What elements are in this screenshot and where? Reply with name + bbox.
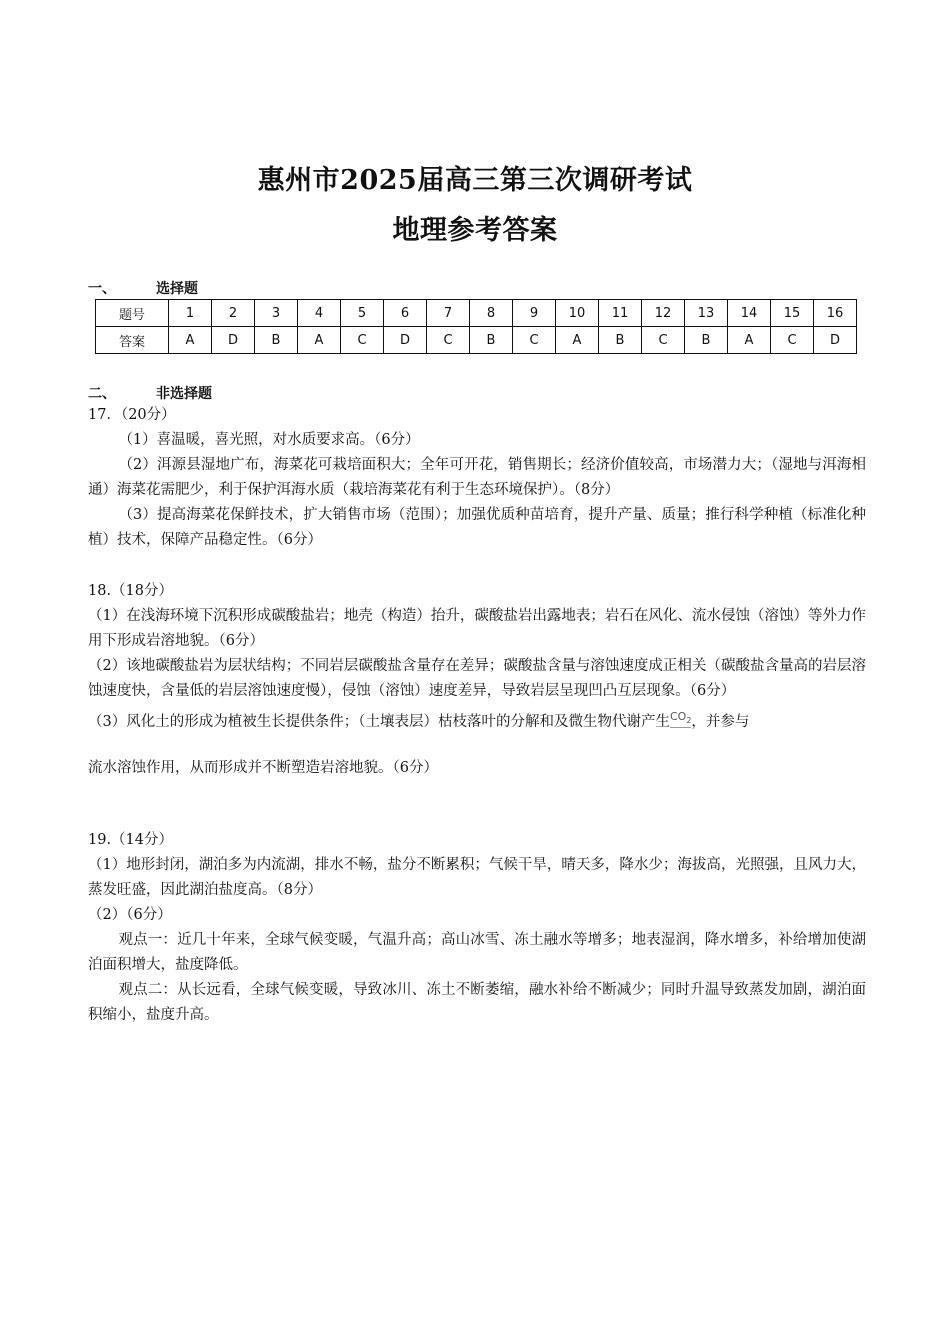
question-number-cell: 8 <box>470 300 513 327</box>
answer-cell: B <box>255 327 298 354</box>
answer-cell: C <box>427 327 470 354</box>
question-number-cell: 4 <box>298 300 341 327</box>
co2-formula-image <box>670 711 691 728</box>
document-title: 惠州市2025届高三第三次调研考试 <box>257 165 693 196</box>
answer-cell: C <box>513 327 556 354</box>
question-number-cell: 15 <box>771 300 814 327</box>
document-subtitle: 地理参考答案 <box>392 215 558 246</box>
question-number-cell: 14 <box>728 300 771 327</box>
question-number-cell: 10 <box>556 300 599 327</box>
row-label-question-number: 题号 <box>96 300 169 327</box>
question-number-cell: 5 <box>341 300 384 327</box>
question-19-heading: 19.（14分） <box>88 832 174 848</box>
question-19-viewpoint-2: 观点二：从长远看，全球气候变暖，导致冰川、冻土不断萎缩，融水补给不断减少；同时升温导致蒸发加剧，湖泊面积缩小，盐度升高。 <box>88 982 866 1023</box>
co2-formula-text: $CO_2$ <box>669 710 692 726</box>
section-1-number: 一、 <box>88 281 116 297</box>
answer-cell: C <box>771 327 814 354</box>
question-number-cell: 1 <box>169 300 212 327</box>
section-2-title: 非选择题 <box>156 386 212 402</box>
question-19-viewpoint-1: 观点一：近几十年来，全球气候变暖，气温升高；高山冰雪、冻土融水等增多；地表湿润，降水增多，补给增加使湖泊面积增大，盐度降低。 <box>88 932 866 973</box>
answer-cell: C <box>341 327 384 354</box>
question-17-part-1: （1）喜温暖，喜光照，对水质要求高。（6分） <box>118 432 420 448</box>
question-18-part-3 <box>88 704 866 740</box>
multiple-choice-answer-table <box>95 299 857 354</box>
question-19-part-2: （2）（6分） <box>88 907 172 923</box>
section-2-number: 二、 <box>88 386 116 402</box>
question-number-cell: 13 <box>685 300 728 327</box>
question-number-cell: 2 <box>212 300 255 327</box>
question-19-part-1: （1）地形封闭，湖泊多为内流湖，排水不畅，盐分不断累积；气候干旱，晴天多，降水少；海拔高，光照强，且风力大，蒸发旺盛，因此湖泊盐度高。（8分） <box>88 857 866 898</box>
question-17-part-3: （3）提高海菜花保鲜技术，扩大销售市场（范围）；加强优质种苗培育，提升产量、质量；推行科学种植（标准化种植）技术，保障产品稳定性。（6分） <box>88 507 866 548</box>
question-18-part-3-text-b: ，并参与 <box>691 714 750 730</box>
row-label-answer: 答案 <box>96 327 169 354</box>
answer-cell: D <box>212 327 255 354</box>
question-18-part-1: （1）在浅海环境下沉积形成碳酸盐岩；地壳（构造）抬升，碳酸盐岩出露地表；岩石在风化、流水侵蚀（溶蚀）等外力作用下形成岩溶地貌。（6分） <box>88 608 866 649</box>
question-number-cell: 16 <box>814 300 857 327</box>
section-1-heading <box>88 278 198 298</box>
answer-cell: A <box>556 327 599 354</box>
question-number-row <box>96 300 857 327</box>
question-17-part-2: （2）洱源县湿地广布，海菜花可栽培面积大；全年可开花，销售期长；经济价值较高，市场潜力大；（湿地与洱海相通）海菜花需肥少，利于保护洱海水质（栽培海菜花有利于生态环境保护）。（8分） <box>88 457 866 498</box>
question-number-cell: 9 <box>513 300 556 327</box>
question-number-cell: 11 <box>599 300 642 327</box>
answer-cell: A <box>728 327 771 354</box>
answer-cell: B <box>685 327 728 354</box>
answer-cell: A <box>169 327 212 354</box>
answer-row <box>96 327 857 354</box>
question-number-cell: 12 <box>642 300 685 327</box>
question-18-part-2: （2）该地碳酸盐岩为层状结构；不同岩层碳酸盐含量存在差异；碳酸盐含量与溶蚀速度成正相关（碳酸盐含量高的岩层溶蚀速度快，含量低的岩层溶蚀速度慢），侵蚀（溶蚀）速度差异，导致岩层呈现凹凸互层现象。（6分） <box>88 658 866 699</box>
question-number-cell: 3 <box>255 300 298 327</box>
section-1-title: 选择题 <box>156 281 198 297</box>
question-18-block <box>88 579 866 781</box>
answer-cell: B <box>470 327 513 354</box>
question-17-block <box>88 403 866 553</box>
question-number-cell: 7 <box>427 300 470 327</box>
question-number-cell: 6 <box>384 300 427 327</box>
question-19-block <box>88 828 866 1028</box>
question-18-part-3-continued: 流水溶蚀作用，从而形成并不断塑造岩溶地貌。（6分） <box>88 760 438 776</box>
question-18-heading: 18.（18分） <box>88 583 174 599</box>
answer-cell: B <box>599 327 642 354</box>
question-18-part-3-text-a: （3）风化土的形成为植被生长提供条件；（土壤表层）枯枝落叶的分解和及微生物代谢产生 <box>88 714 670 730</box>
section-2-heading <box>88 383 212 403</box>
answer-cell: A <box>298 327 341 354</box>
answer-cell: D <box>814 327 857 354</box>
question-17-heading: 17．（20分） <box>88 407 176 423</box>
answer-cell: D <box>384 327 427 354</box>
answer-cell: C <box>642 327 685 354</box>
